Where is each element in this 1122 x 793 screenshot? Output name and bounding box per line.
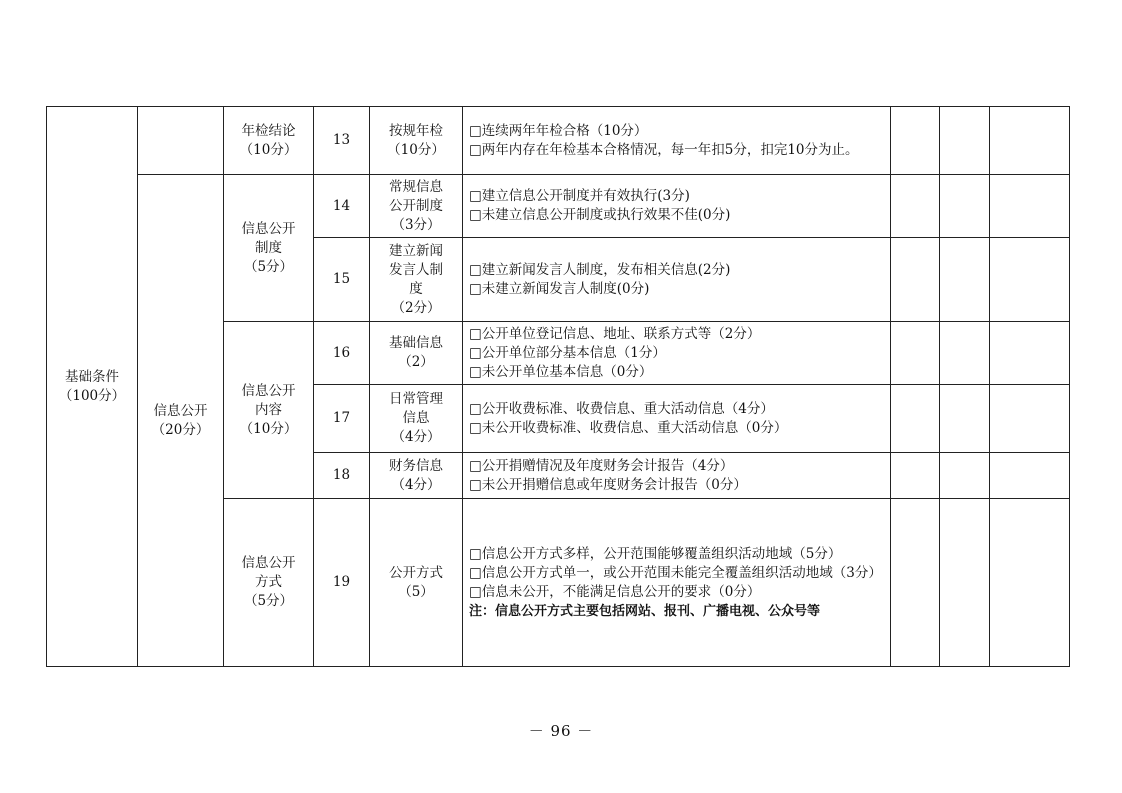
criteria-option: □信息公开方式多样，公开范围能够覆盖组织活动地域（5分） <box>469 545 842 562</box>
score-cell-2 <box>940 322 990 385</box>
item-number: 19 <box>314 499 370 667</box>
criteria-cell <box>463 238 891 322</box>
item-label: 公开制度 <box>389 197 443 214</box>
score-cell-3 <box>990 175 1070 238</box>
item-score: （10分） <box>387 141 445 158</box>
score-cell-2 <box>940 175 990 238</box>
table-row <box>47 107 1070 175</box>
subcategory-label: 方式 <box>255 574 282 590</box>
subcategory-label: 信息公开 <box>241 220 296 237</box>
evaluation-table <box>46 106 1070 667</box>
item-cell <box>370 238 463 322</box>
subcategory-score: （10分） <box>239 141 298 158</box>
page-number: － 96 － <box>528 722 594 740</box>
item-cell <box>370 322 463 385</box>
item-label: 度 <box>409 280 423 297</box>
criteria-option: □两年内存在年检基本合格情况，每一年扣5分，扣完10分为止。 <box>469 141 859 158</box>
score-cell-1 <box>891 107 940 175</box>
score-cell-1 <box>891 385 940 453</box>
item-number: 15 <box>314 238 370 322</box>
subcategory-cell <box>224 322 314 499</box>
score-cell-1 <box>891 499 940 667</box>
score-cell-2 <box>940 453 990 499</box>
category-label: 基础条件 <box>65 368 119 385</box>
criteria-cell <box>463 385 891 453</box>
item-number: 14 <box>314 175 370 238</box>
criteria-option: □未建立信息公开制度或执行效果不佳(0分) <box>469 207 731 223</box>
score-cell-1 <box>891 238 940 322</box>
criteria-cell <box>463 453 891 499</box>
item-cell <box>370 175 463 238</box>
table-row <box>47 175 1070 238</box>
score-cell-2 <box>940 107 990 175</box>
item-score: （2） <box>398 354 434 370</box>
subcategory-label: 制度 <box>255 239 282 256</box>
criteria-option: □未公开捐赠信息或年度财务会计报告（0分） <box>469 476 747 493</box>
subcategory-cell <box>224 175 314 322</box>
criteria-option: □未公开单位基本信息（0分） <box>469 363 653 380</box>
item-cell <box>370 499 463 667</box>
item-label: 信息 <box>402 410 430 426</box>
score-cell-1 <box>891 322 940 385</box>
item-label: 日常管理 <box>389 391 443 407</box>
subcategory-label: 信息公开 <box>241 382 296 399</box>
item-cell <box>370 385 463 453</box>
criteria-option: □建立信息公开制度并有效执行(3分) <box>469 188 690 204</box>
item-label: 财务信息 <box>389 457 443 474</box>
score-cell-2 <box>940 238 990 322</box>
subcategory-label: 内容 <box>255 401 282 418</box>
criteria-option: □公开单位登记信息、地址、联系方式等（2分） <box>469 325 761 342</box>
item-number: 18 <box>314 453 370 499</box>
score-cell-2 <box>940 385 990 453</box>
criteria-option: □连续两年年检合格（10分） <box>469 122 648 139</box>
category-cell <box>47 107 138 667</box>
group-score: （20分） <box>151 421 210 438</box>
subcategory-score: （5分） <box>243 593 294 609</box>
group-label: 信息公开 <box>153 402 208 419</box>
item-label: 公开方式 <box>389 564 443 581</box>
criteria-option: □未建立新闻发言人制度(0分) <box>469 280 650 297</box>
score-cell-2 <box>940 499 990 667</box>
item-number: 17 <box>314 385 370 453</box>
item-label: 基础信息 <box>389 335 443 351</box>
item-score: （3分） <box>391 216 441 233</box>
subcategory-score: （5分） <box>243 258 294 275</box>
criteria-option: □建立新闻发言人制度，发布相关信息(2分) <box>469 261 731 278</box>
subcategory-label: 年检结论 <box>241 122 296 139</box>
score-cell-1 <box>891 453 940 499</box>
score-cell-3 <box>990 322 1070 385</box>
criteria-option: □公开捐赠情况及年度财务会计报告（4分） <box>469 457 734 474</box>
criteria-option: □公开收费标准、收费信息、重大活动信息（4分） <box>469 400 774 417</box>
item-score: （4分） <box>391 429 441 445</box>
item-cell <box>370 453 463 499</box>
subcategory-cell <box>224 107 314 175</box>
score-cell-1 <box>891 175 940 238</box>
item-cell <box>370 107 463 175</box>
item-score: （5） <box>398 583 434 600</box>
item-label: 按规年检 <box>389 122 443 139</box>
criteria-cell <box>463 499 891 667</box>
criteria-cell <box>463 107 891 175</box>
criteria-note: 注：信息公开方式主要包括网站、报刊、广播电视、公众号等 <box>469 603 821 619</box>
subcategory-label: 信息公开 <box>241 555 296 571</box>
score-cell-3 <box>990 238 1070 322</box>
criteria-option: □未公开收费标准、收费信息、重大活动信息（0分） <box>469 419 788 436</box>
item-label: 发言人制 <box>389 261 443 278</box>
score-cell-3 <box>990 499 1070 667</box>
subcategory-score: （10分） <box>239 420 298 437</box>
score-cell-3 <box>990 107 1070 175</box>
category-score: （100分） <box>58 387 126 404</box>
group-cell <box>138 175 224 667</box>
criteria-cell <box>463 322 891 385</box>
item-label: 常规信息 <box>389 178 443 195</box>
item-label: 建立新闻 <box>389 242 443 259</box>
item-score: （2分） <box>391 299 441 316</box>
criteria-option: □信息公开方式单一，或公开范围未能完全覆盖组织活动地域（3分） <box>469 564 882 581</box>
criteria-option: □公开单位部分基本信息（1分） <box>469 344 666 361</box>
item-number: 13 <box>314 107 370 175</box>
subcategory-cell <box>224 499 314 667</box>
criteria-cell <box>463 175 891 238</box>
item-score: （4分） <box>391 476 441 493</box>
item-number: 16 <box>314 322 370 385</box>
score-cell-3 <box>990 385 1070 453</box>
criteria-option: □信息未公开，不能满足信息公开的要求（0分） <box>469 583 761 600</box>
empty-group-cell <box>138 107 224 175</box>
score-cell-3 <box>990 453 1070 499</box>
